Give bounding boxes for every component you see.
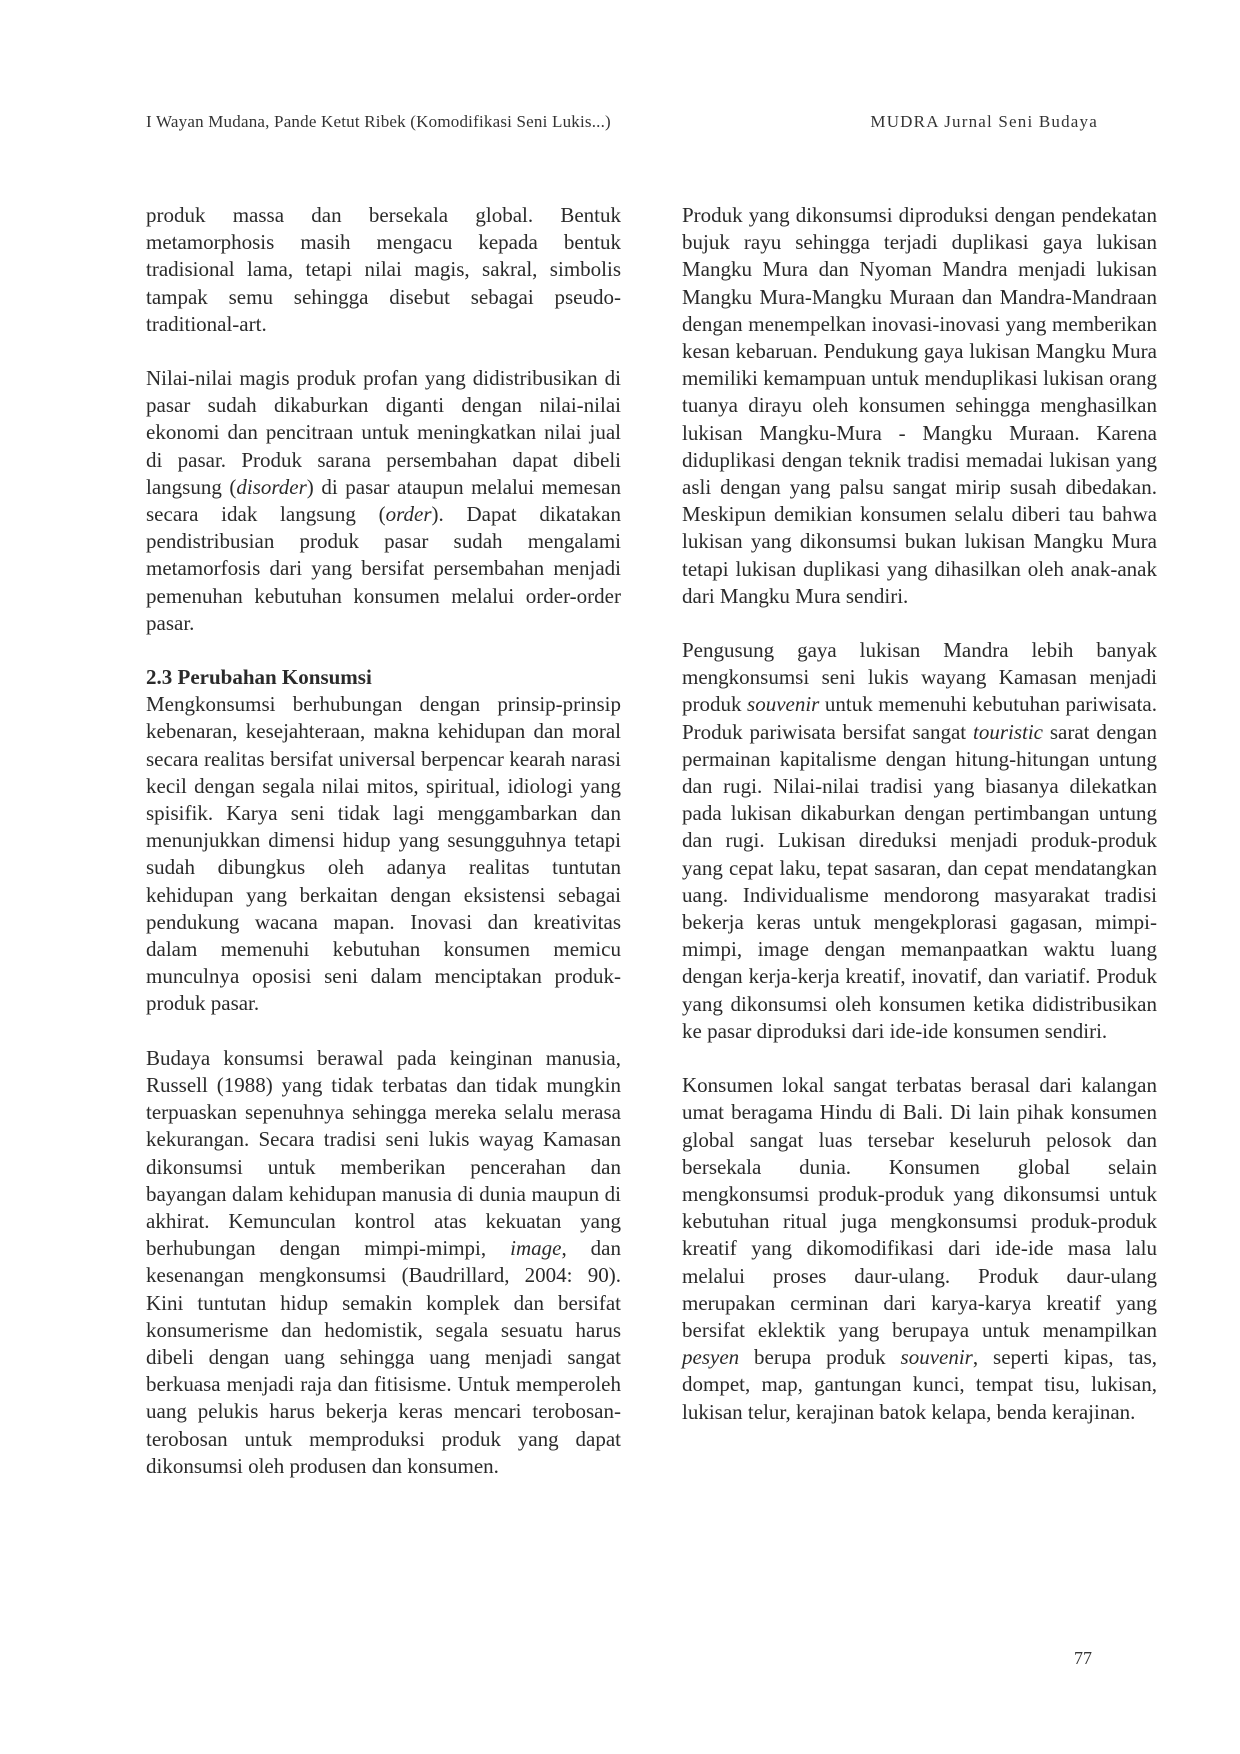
italic-term: pesyen <box>682 1345 740 1370</box>
text-run: , dan kesenangan mengkonsumsi (Baudrillard, 2004: 90). Kini tuntutan hidup semakin komplek dan bersifat konsumerisme dan hedomistik, segala sesuatu harus dibeli dengan uang sehingga uang menjadi sangat berkuasa menjadi raja dan fitisisme. Untuk memperoleh uang pelukis harus bekerja keras mencari terobosan-terobosan untuk memproduksi produk yang dapat dikonsumsi oleh produsen dan konsumen. <box>146 1236 621 1478</box>
text-run: Pengusung gaya lukisan Mandra lebih banyak mengkonsumsi seni lukis wayang Kamasan menjadi produk <box>682 638 1157 717</box>
italic-term: order <box>385 502 432 527</box>
running-header <box>146 112 1098 132</box>
text-run: untuk memenuhi kebutuhan pariwisata. Produk pariwisata bersifat sangat <box>682 692 1157 744</box>
paragraph <box>146 1045 621 1480</box>
right-column <box>682 202 1157 1453</box>
text-run: berupa produk <box>739 1345 901 1370</box>
paragraph <box>682 1072 1157 1426</box>
italic-term: souvenir <box>900 1345 973 1370</box>
text-run: ). Dapat dikatakan pendistribusian produk pasar sudah mengalami metamorfosis dari yang bersifat persembahan menjadi pemenuhan kebutuhan konsumen melalui order-order pasar. <box>146 502 621 635</box>
paragraph: Mengkonsumsi berhubungan dengan prinsip-prinsip kebenaran, kesejahteraan, makna kehidupan dan moral secara realitas bersifat universal berpencar kearah narasi kecil dengan segala nilai mitos, spiritual, idiologi yang spisifik. Karya seni tidak lagi menggambarkan dan menunjukkan dimensi hidup yang sesungguhnya tetapi sudah dibungkus oleh adanya realitas tuntutan kehidupan yang berkaitan dengan eksistensi sebagai pendukung wacana mapan. Inovasi dan kreativitas dalam memenuhi kebutuhan konsumen memicu munculnya oposisi seni dalam menciptakan produk-produk pasar. <box>146 692 621 1016</box>
paragraph <box>682 637 1157 1045</box>
text-run: Konsumen lokal sangat terbatas berasal dari kalangan umat beragama Hindu di Bali. Di lain pihak konsumen global sangat luas tersebar keseluruh pelosok dan bersekala dunia. Konsumen global selain mengkonsumsi produk-produk yang dikonsumsi untuk kebutuhan ritual juga mengkonsumsi produk-produk kreatif yang dikomodifikasi dari ide-ide masa lalu melalui proses daur-ulang. Produk daur-ulang merupakan cerminan dari karya-karya kreatif yang bersifat eklektik yang berupaya untuk menampilkan <box>682 1073 1157 1342</box>
text-run: Budaya konsumsi berawal pada keinginan manusia, Russell (1988) yang tidak terbatas dan tidak mungkin terpuaskan sepenuhnya sehingga mereka selalu merasa kekurangan. Secara tradisi seni lukis wayag Kamasan dikonsumsi untuk memberikan pencerahan dan bayangan dalam kehidupan manusia di dunia maupun di akhirat. Kemunculan kontrol atas kekuatan yang berhubungan dengan mimpi-mimpi, <box>146 1045 621 1261</box>
section-heading: 2.3 Perubahan Konsumsi <box>146 665 372 690</box>
text-run: ) di pasar ataupun melalui memesan secara idak langsung ( <box>146 474 621 527</box>
paragraph: Produk yang dikonsumsi diproduksi dengan pendekatan bujuk rayu sehingga terjadi duplikasi gaya lukisan Mangku Mura dan Nyoman Mandra menjadi lukisan Mangku Mura-Mangku Muraan dan Mandra-Mandraan dengan menempelkan inovasi-inovasi yang memberikan kesan kebaruan. Pendukung gaya lukisan Mangku Mura memiliki kemampuan untuk menduplikasi lukisan orang tuanya dirayu oleh konsumen sehingga menghasilkan lukisan Mangku-Mura - Mangku Muraan. Karena diduplikasi dengan teknik tradisi memadai lukisan yang asli dengan yang palsu sangat mirip susah dibedakan. Meskipun demikian konsumen selalu diberi tau bahwa lukisan yang dikonsumsi bukan lukisan Mangku Mura tetapi lukisan duplikasi yang dihasilkan oleh anak-anak dari Mangku Mura sendiri. <box>682 203 1157 608</box>
text-run: Nilai-nilai magis produk profan yang didistribusikan di pasar sudah dikaburkan diganti dengan nilai-nilai ekonomi dan pencitraan untuk meningkatkan nilai jual di pasar. Produk sarana persembahan dapat dibeli langsung ( <box>146 366 621 499</box>
header-journal-name: MUDRA Jurnal Seni Budaya <box>870 112 1098 131</box>
header-authors-title: I Wayan Mudana, Pande Ketut Ribek (Komodifikasi Seni Lukis...) <box>146 112 611 131</box>
text-run: , seperti kipas, tas, dompet, map, gantungan kunci, tempat tisu, lukisan, lukisan telur, kerajinan batok kelapa, benda kerajinan. <box>682 1345 1157 1424</box>
paragraph <box>146 365 621 637</box>
italic-term: souvenir <box>747 692 820 717</box>
text-run: sarat dengan permainan kapitalisme dengan hitung-hitungan untung dan rugi. Nilai-nilai tradisi yang biasanya dilekatkan pada lukisan dikaburkan dengan pertimbangan untung dan rugi. Lukisan direduksi menjadi produk-produk yang cepat laku, tepat sasaran, dan cepat mendatangkan uang. Individualisme mendorong masyarakat tradisi bekerja keras untuk mengekplorasi gagasan, mimpi-mimpi, image dengan memanpaatkan waktu luang dengan kerja-kerja kreatif, inovatif, dan variatif. Produk yang dikonsumsi oleh konsumen ketika didistribusikan ke pasar diproduksi dari ide-ide konsumen sendiri. <box>682 719 1157 1043</box>
left-column <box>146 202 621 1507</box>
page-number: 77 <box>1074 1648 1092 1668</box>
italic-term: disorder <box>236 474 307 499</box>
italic-term: image <box>510 1236 562 1261</box>
italic-term: touristic <box>972 719 1043 744</box>
paragraph: produk massa dan bersekala global. Bentuk metamorphosis masih mengacu kepada bentuk tradisional lama, tetapi nilai magis, sakral, simbolis tampak semu sehingga disebut sebagai pseudo-traditional-art. <box>146 203 621 336</box>
